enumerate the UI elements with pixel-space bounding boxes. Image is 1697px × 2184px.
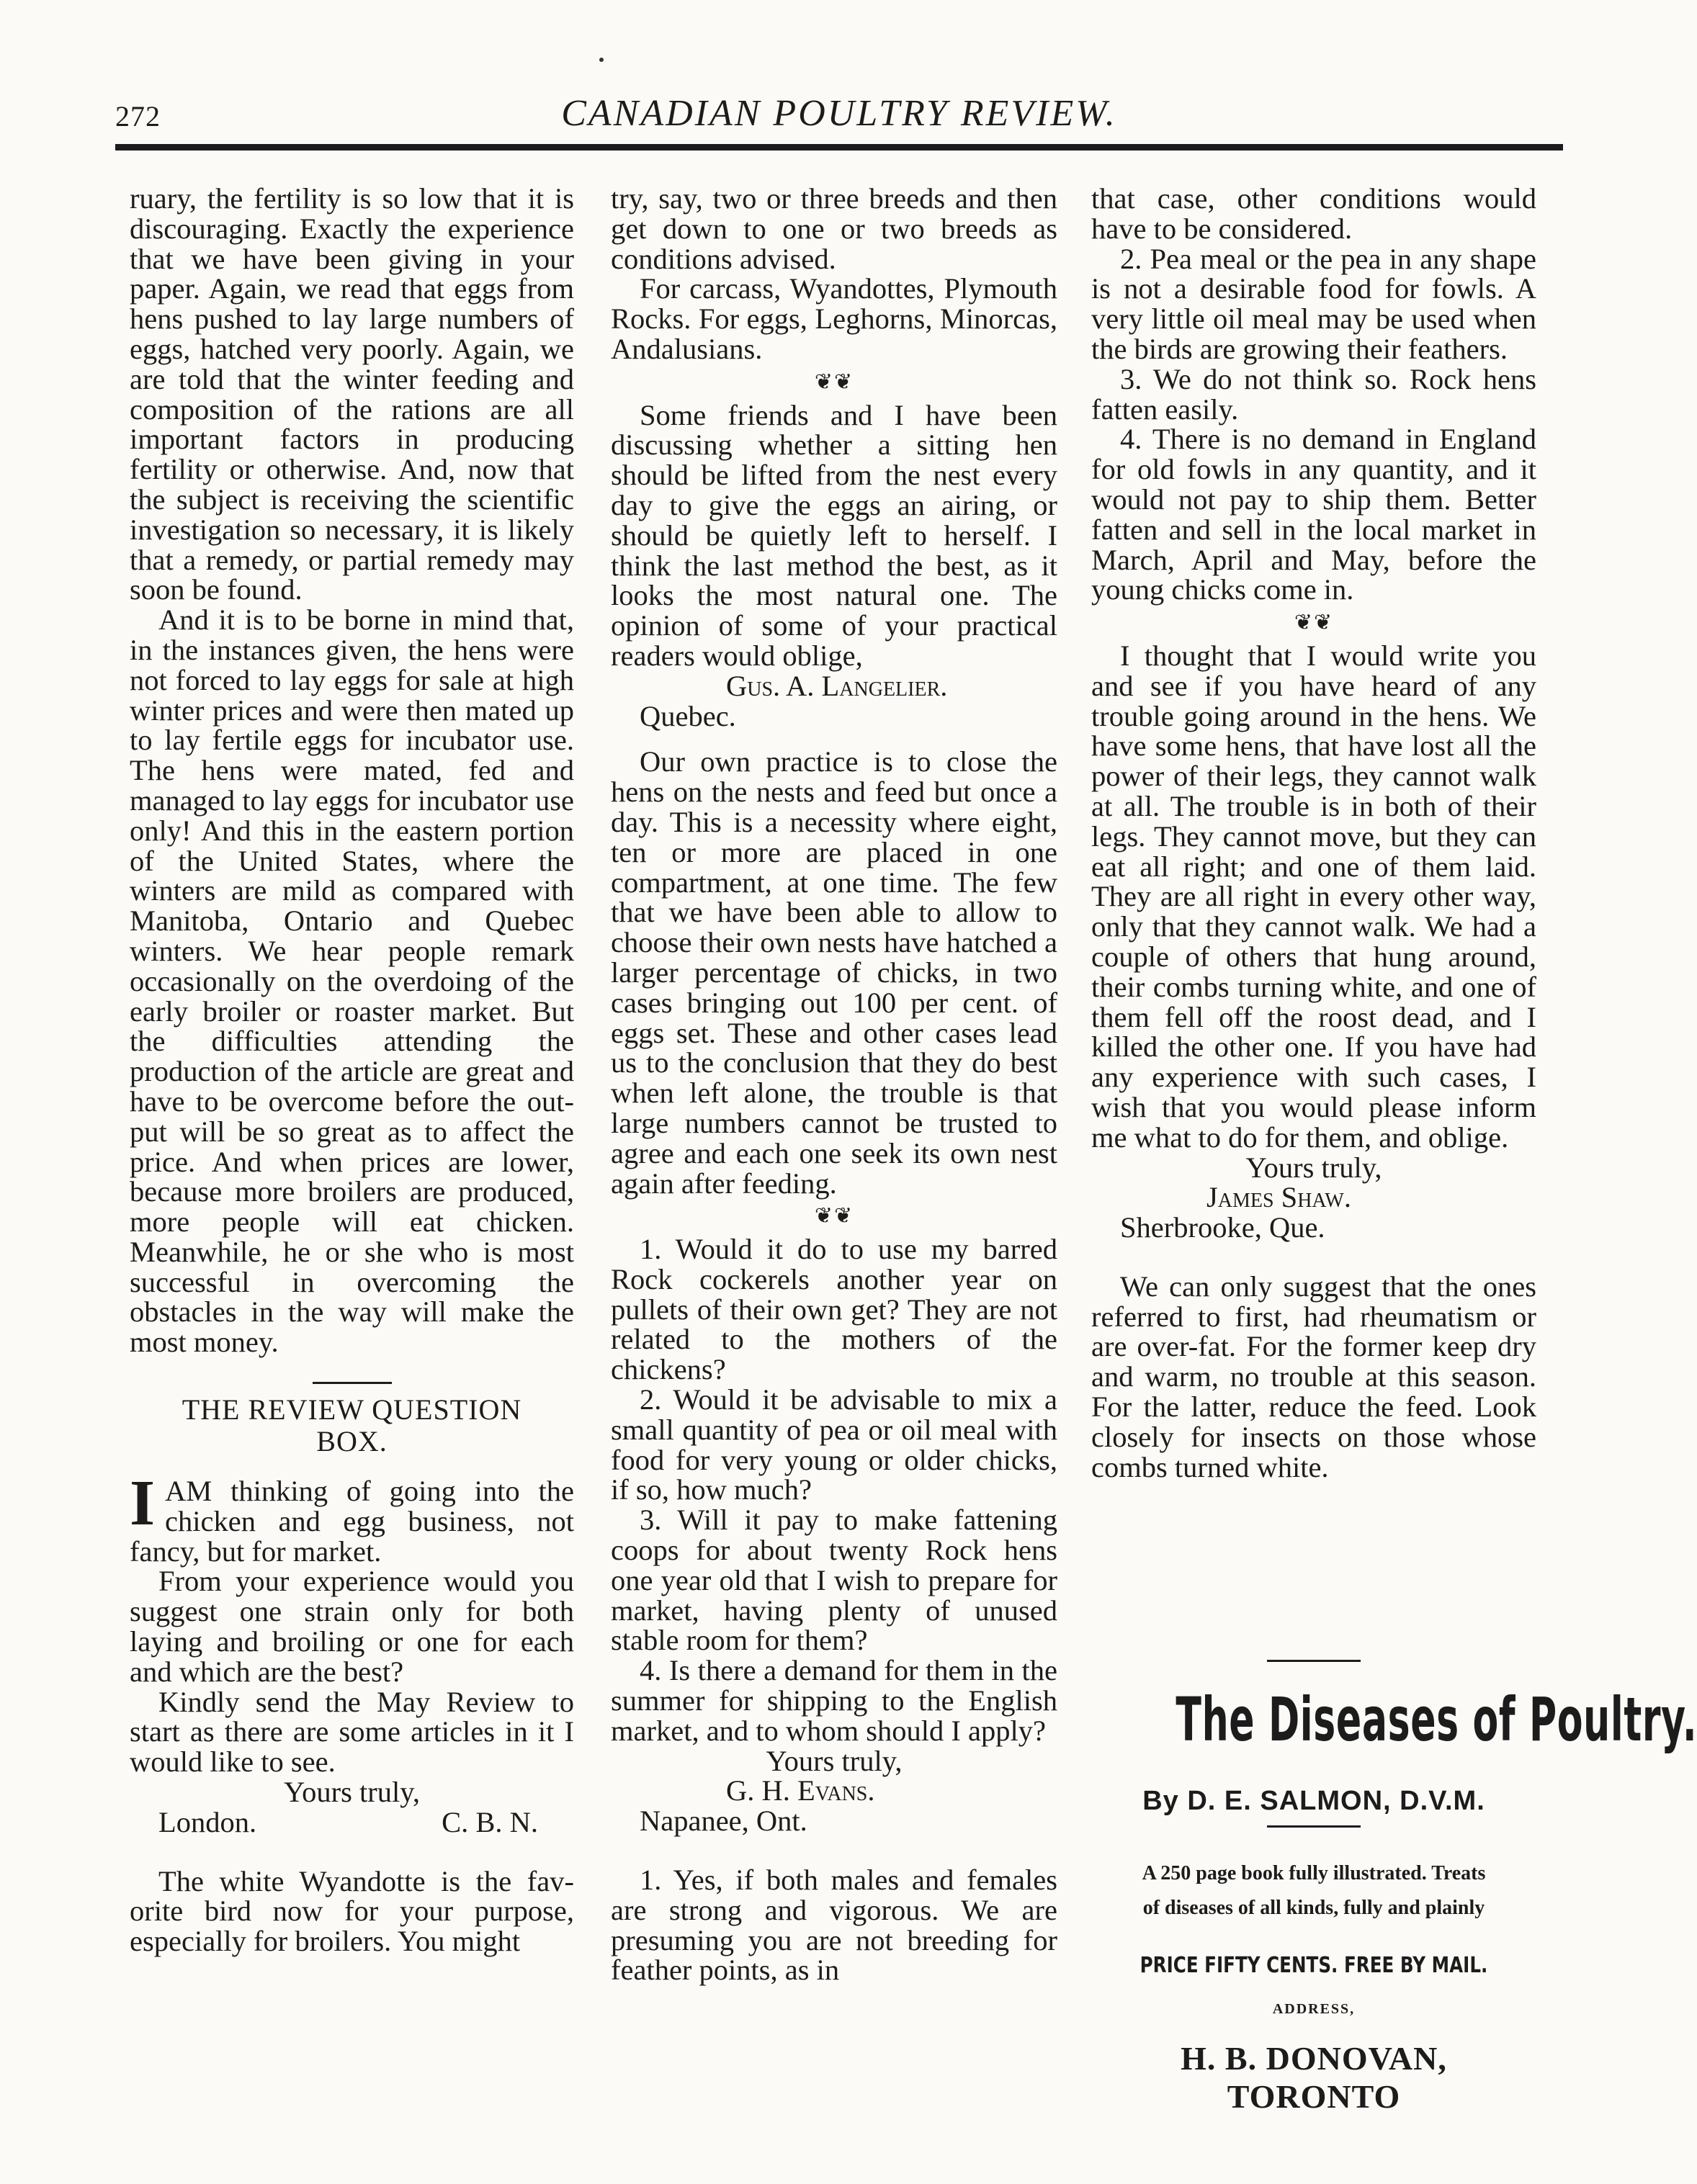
letter-signature: Gus. A. Langelier. <box>726 669 948 702</box>
answer: 2. Pea meal or the pea in any shape is not a desirable food for fowls. A very little oil meal may be used when the birds are growing their feathers. <box>1091 242 1536 365</box>
ad-description-line: A 250 page book fully illustrated. Treats <box>1142 1862 1486 1884</box>
column-3 <box>1091 184 1536 1482</box>
paragraph: And it is to be borne in mind that, in the instances given, the hens were not forced to lay eggs for sale at high winter prices and were then mated up to lay fertile eggs for incubator use. The hens were mated, fed and managed to lay eggs for incubator use only! And this in the eastern portion of the United States, where the winters are mild as compared with Manitoba, Ontario and Quebec winters. We hear people remark occasionally on the overdoing of the early broiler or roaster market. But the difficulties attending the production of the article are great and have to be overcome before the output will be so great as to affect the price. And when prices are lower, because more broilers are produced, more people will eat chicken. Meanwhile, he or she who is most successful in overcoming the obstacles in the way will make the most money. <box>130 603 574 1359</box>
book-advertisement <box>1091 1660 1697 2116</box>
paragraph: Our own practice is to close the hens on the nests and feed but once a day. This is a necessity where eight, ten or more are placed in one compartment, at one time. The few that we have been able to allow to choose their own nests have hatched a larger percentage of chicks, in two cases bringing out 100 per cent. of eggs set. These and other cases lead us to the conclusion that they do best when left alone, the trouble is that large numbers cannot be trusted to agree and each one seek its own nest again after feeding. <box>611 745 1057 1200</box>
answer: 1. Yes, if both males and females are strong and vigorous. We are presuming you are not breeding for feather points, as in <box>611 1864 1057 1987</box>
letter-signature: C. B. N. <box>442 1805 538 1838</box>
letter-closing: Yours truly, <box>766 1744 903 1777</box>
ad-description <box>1091 1856 1536 1925</box>
ad-author: By D. E. SALMON, D.V.M. <box>1142 1786 1485 1816</box>
paragraph: For carcass, Wyandottes, Plymouth Rocks. For eggs, Leghorns, Minorcas, Andalusians. <box>611 272 1057 365</box>
paragraph: We can only suggest that the ones referred to first, had rheumatism or are over-fat. For the former keep dry and warm, no trouble at this season. For the latter, reduce the feed. Look closely for insects on those whose combs turned white. <box>1091 1269 1536 1483</box>
section-title <box>130 1394 574 1457</box>
letter-closing: Yours truly, <box>1245 1151 1382 1184</box>
ad-price: PRICE FIFTY CENTS. FREE BY MAIL. <box>1139 1953 1488 1978</box>
paragraph: try, say, two or three breeds and then get down to one or two breeds as conditions advised. <box>611 182 1057 275</box>
paragraph: From your experience would you suggest one strain only for both laying and broiling or one for each and which are the best? <box>130 1565 574 1688</box>
ornament: ❦❦ <box>814 1204 854 1228</box>
answer: 4. There is no demand in England for old fowls in any quantity, and it would not pay to ship them. Better fatten and sell in the local market in March, April and May, before the young chicks come in. <box>1091 423 1536 606</box>
section-title-line: BOX. <box>316 1425 388 1458</box>
question: 4. Is there a demand for them in the summer for shipping to the English market, and to whom should I apply? <box>611 1654 1057 1747</box>
ornament: ❦❦ <box>1294 611 1334 635</box>
ad-description-line: of diseases of all kinds, fully and plainly <box>1142 1897 1485 1919</box>
column-2 <box>611 184 1057 1985</box>
ink-speck <box>599 58 604 62</box>
page-number: 272 <box>115 100 161 132</box>
letter-place: Sherbrooke, Que. <box>1120 1211 1325 1244</box>
paragraph: Some friends and I have been discussing whether a sitting hen should be lifted from the nest every day to give the eggs an airing, or should be quietly left to herself. I think the last method the best, as it looks the most natural one. The opinion of some of your practical readers would oblige, <box>611 398 1057 672</box>
section-title-line: THE REVIEW QUESTION <box>182 1393 522 1426</box>
drop-cap: I <box>130 1468 156 1540</box>
ornament: ❦❦ <box>814 369 854 394</box>
ad-title: The Diseases of Poultry. <box>1176 1684 1697 1755</box>
letter-signature: G. H. Evans. <box>726 1774 875 1807</box>
question: 1. Would it do to use my barred Rock cockerels another year on pullets of their own get? They are not related to the mothers of the chickens? <box>611 1233 1057 1386</box>
column-1 <box>130 184 574 1956</box>
question-text: AM thinking of going into the chicken and egg business, not fancy, but for market. <box>130 1475 574 1568</box>
letter-signature: James Shaw. <box>1206 1181 1351 1214</box>
section-divider <box>313 1382 392 1384</box>
header-rule <box>115 144 1563 150</box>
answer: 3. We do not think so. Rock hens fatten easily. <box>1091 362 1536 426</box>
ad-publisher: H. B. DONOVAN, TORONTO <box>1181 2040 1447 2115</box>
paragraph: Kindly send the May Review to start as there are some articles in it I would like to see. <box>130 1685 574 1779</box>
ad-address-label: ADDRESS, <box>1272 2001 1356 2017</box>
question-paragraph <box>130 1468 574 1568</box>
letter-place: Quebec. <box>640 699 736 732</box>
letter-place: London. <box>158 1805 257 1838</box>
running-title: CANADIAN POULTRY REVIEW. <box>561 93 1117 134</box>
paragraph: that case, other conditions would have to be considered. <box>1091 182 1536 245</box>
page-header <box>115 92 1563 143</box>
ad-divider <box>1267 1660 1361 1662</box>
letter-signature-line <box>130 1807 574 1838</box>
paragraph: The white Wyandotte is the favorite bird now for your purpose, especially for broilers. You might <box>130 1864 574 1958</box>
letter-closing: Yours truly, <box>283 1776 421 1809</box>
paragraph: I thought that I would write you and see if you have heard of any trouble going around in the hens. We have some hens, that have lost all the power of their legs, they cannot walk at all. The trouble is in both of their legs. They cannot move, but they can eat all right; and one of them laid. They are all right in every other way, only that they cannot walk. We had a couple of others that hung around, their combs turning white, and one of them fell off the roost dead, and I killed the other one. If you have had any experience with such cases, I wish that you would please inform me what to do for them, and oblige. <box>1091 639 1536 1154</box>
question: 2. Would it be advisable to mix a small quantity of pea or oil meal with food for very young or older chicks, if so, how much? <box>611 1383 1057 1506</box>
question: 3. Will it pay to make fattening coops for about twenty Rock hens one year old that I wish to prepare for market, having plenty of unused stable room for them? <box>611 1504 1057 1657</box>
paragraph: ruary, the fertility is so low that it is discouraging. Exactly the experience that we have been giving in your paper. Again, we read that eggs from hens pushed to lay large numbers of eggs, hatched very poorly. Again, we are told that the winter feeding and composition of the rations are all important factors in producing fertility or otherwise. And, now that the subject is receiving the scientific investigation so necessary, it is likely that a remedy, or partial remedy may soon be found. <box>130 182 574 606</box>
letter-place: Napanee, Ont. <box>640 1805 807 1838</box>
ad-divider <box>1267 1825 1361 1828</box>
